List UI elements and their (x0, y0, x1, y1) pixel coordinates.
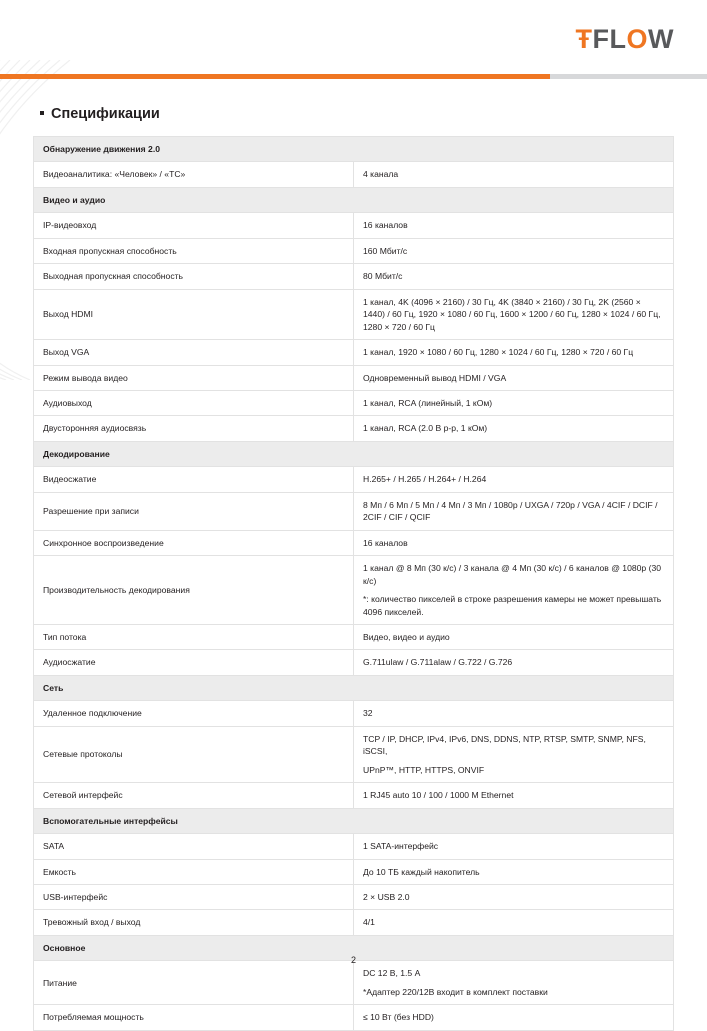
table-row-label: Тревожный вход / выход (34, 910, 354, 935)
table-row (34, 492, 674, 530)
table-row (34, 289, 674, 339)
table-row-value (354, 1005, 674, 1030)
table-row-label: Выход VGA (34, 340, 354, 365)
table-row-value (354, 556, 674, 625)
table-row (34, 390, 674, 415)
table-row (34, 340, 674, 365)
table-row-value-line: 1 канал, RCA (2.0 В p-p, 1 кОм) (363, 423, 488, 434)
table-row-label: Сетевые протоколы (34, 726, 354, 782)
table-row-value (354, 289, 674, 339)
table-row-value-line: Видео, видео и аудио (363, 631, 450, 642)
table-row-value-line: 1 канал, RCA (линейный, 1 кОм) (363, 397, 493, 408)
table-row-value-line: DC 12 В, 1.5 A (363, 968, 421, 979)
table-group-label: Основное (34, 935, 674, 960)
table-row-value-line: UPnP™, HTTP, HTTPS, ONVIF (363, 764, 485, 775)
table-row-value-line: 16 каналов (363, 220, 408, 231)
table-row-label: Аудиовыход (34, 390, 354, 415)
table-row-value (354, 365, 674, 390)
table-row-label: Питание (34, 961, 354, 1005)
table-row-value (354, 264, 674, 289)
table-row-value-line: 1 RJ45 auto 10 / 100 / 1000 M Ethernet (363, 790, 514, 801)
table-row-value (354, 834, 674, 859)
header-rule-orange (0, 74, 550, 79)
table-row-label: Двусторонняя аудиосвязь (34, 416, 354, 441)
table-row-value (354, 910, 674, 935)
table-row-value-line: ≤ 10 Вт (без HDD) (363, 1012, 434, 1023)
table-row-label: Режим вывода видео (34, 365, 354, 390)
table-row-value (354, 624, 674, 649)
table-row-label: Аудиосжатие (34, 650, 354, 675)
table-row-value-line: 4 канала (363, 169, 399, 180)
table-row-value (354, 213, 674, 238)
table-row-value-line: H.265+ / H.265 / H.264+ / H.264 (363, 474, 487, 485)
table-row (34, 650, 674, 675)
table-group-row (34, 675, 674, 700)
table-row (34, 701, 674, 726)
table-row (34, 213, 674, 238)
table-group-row (34, 187, 674, 212)
table-row-value-line: 16 каналов (363, 537, 408, 548)
table-row-value (354, 650, 674, 675)
table-row-value-line: 1 канал, 1920 × 1080 / 60 Гц, 1280 × 1024 / 60 Гц, 1280 × 720 / 60 Гц (363, 347, 634, 358)
specifications-table (33, 136, 674, 1031)
page-content (0, 106, 707, 1031)
table-row-value-line: TCP / IP, DHCP, IPv4, IPv6, DNS, DDNS, NTP, RTSP, SMTP, SNMP, NFS, iSCSI, (363, 733, 646, 757)
table-row-value (354, 390, 674, 415)
table-row-value-line: *: количество пикселей в строке разрешения камеры не может превышать 4096 пикселей. (363, 594, 662, 617)
table-row-label: Потребляемая мощность (34, 1005, 354, 1030)
table-row-label: Тип потока (34, 624, 354, 649)
table-row (34, 961, 674, 1005)
table-row (34, 910, 674, 935)
table-row-label: Емкость (34, 859, 354, 884)
table-row-value-line: 4/1 (363, 917, 375, 928)
table-row-label: SATA (34, 834, 354, 859)
page-title-text: Спецификации (51, 106, 160, 122)
table-row (34, 726, 674, 782)
table-row-value (354, 726, 674, 782)
table-row-label: Синхронное воспроизведение (34, 530, 354, 555)
table-group-row (34, 137, 674, 162)
header-rule-grey (550, 74, 707, 79)
table-row (34, 365, 674, 390)
table-row-value-line: 8 Мп / 6 Мп / 5 Мп / 4 Мп / 3 Мп / 1080p / UXGA / 720p / VGA / 4CIF / DCIF / 2CIF / CIF / QCIF (363, 499, 658, 523)
table-row-value-line: *Адаптер 220/12В входит в комплект поставки (363, 986, 548, 997)
table-row (34, 834, 674, 859)
table-row (34, 884, 674, 909)
table-row-value (354, 859, 674, 884)
table-row-value (354, 701, 674, 726)
table-row-value-line: 2 × USB 2.0 (363, 891, 410, 902)
table-group-row (34, 808, 674, 833)
table-row-label: Разрешение при записи (34, 492, 354, 530)
page-number: 2 (350, 955, 356, 965)
page-header (0, 0, 707, 78)
table-group-label: Вспомогательные интерфейсы (34, 808, 674, 833)
table-row-label: Производительность декодирования (34, 556, 354, 625)
logo-mark-icon: Ŧ (575, 24, 593, 54)
table-row-value-line: 1 SATA-интерфейс (363, 841, 439, 852)
table-row-value-line: 80 Мбит/с (363, 271, 403, 282)
table-row-label: USB-интерфейс (34, 884, 354, 909)
table-row-value-line: 1 канал, 4K (4096 × 2160) / 30 Гц, 4K (3840 × 2160) / 30 Гц, 2K (2560 × 1440) / 60 Гц, 1920 × 1080 / 60 Гц, 1600 × 1200 / 60 Гц, 1280 × 1024 / 60 Гц, 1280 × 720 / 60 Гц (363, 296, 661, 332)
table-row-label: Выходная пропускная способность (34, 264, 354, 289)
table-row-value (354, 961, 674, 1005)
table-row-label: Сетевой интерфейс (34, 783, 354, 808)
brand-logo (576, 26, 675, 53)
table-row (34, 467, 674, 492)
table-group-row (34, 441, 674, 466)
table-row-value (354, 492, 674, 530)
logo-text: FLOW (592, 24, 674, 54)
header-rule (0, 74, 707, 79)
table-row-value (354, 238, 674, 263)
table-row-value-line: 32 (363, 708, 373, 719)
table-row-label: Выход HDMI (34, 289, 354, 339)
table-row-value (354, 340, 674, 365)
table-row-value-line: 160 Мбит/с (363, 245, 408, 256)
table-row (34, 264, 674, 289)
table-row-value (354, 467, 674, 492)
table-row-value-line: До 10 ТБ каждый накопитель (363, 866, 480, 877)
table-row-value-line: 1 канал @ 8 Мп (30 к/с) / 3 канала @ 4 Мп (30 к/с) / 6 каналов @ 1080p (30 к/с) (363, 563, 662, 586)
table-row (34, 556, 674, 625)
table-row (34, 1005, 674, 1030)
table-row (34, 783, 674, 808)
table-row-value (354, 162, 674, 187)
table-row-value (354, 783, 674, 808)
page-title (40, 106, 674, 122)
table-row-label: Удаленное подключение (34, 701, 354, 726)
table-group-label: Сеть (34, 675, 674, 700)
table-group-label: Декодирование (34, 441, 674, 466)
table-row (34, 859, 674, 884)
table-row (34, 624, 674, 649)
table-row-label: Видеоаналитика: «Человек» / «ТС» (34, 162, 354, 187)
table-row-value-line: Одновременный вывод HDMI / VGA (363, 372, 507, 383)
table-row (34, 162, 674, 187)
table-group-label: Видео и аудио (34, 187, 674, 212)
table-row (34, 530, 674, 555)
table-row-label: IP-видеовход (34, 213, 354, 238)
table-row-value (354, 884, 674, 909)
table-row-label: Видеосжатие (34, 467, 354, 492)
table-row (34, 416, 674, 441)
table-row-value-line: G.711ulaw / G.711alaw / G.722 / G.726 (363, 657, 513, 668)
table-row-value (354, 530, 674, 555)
bullet-icon (40, 111, 44, 115)
table-row (34, 238, 674, 263)
table-row-label: Входная пропускная способность (34, 238, 354, 263)
table-group-label: Обнаружение движения 2.0 (34, 137, 674, 162)
table-row-value (354, 416, 674, 441)
